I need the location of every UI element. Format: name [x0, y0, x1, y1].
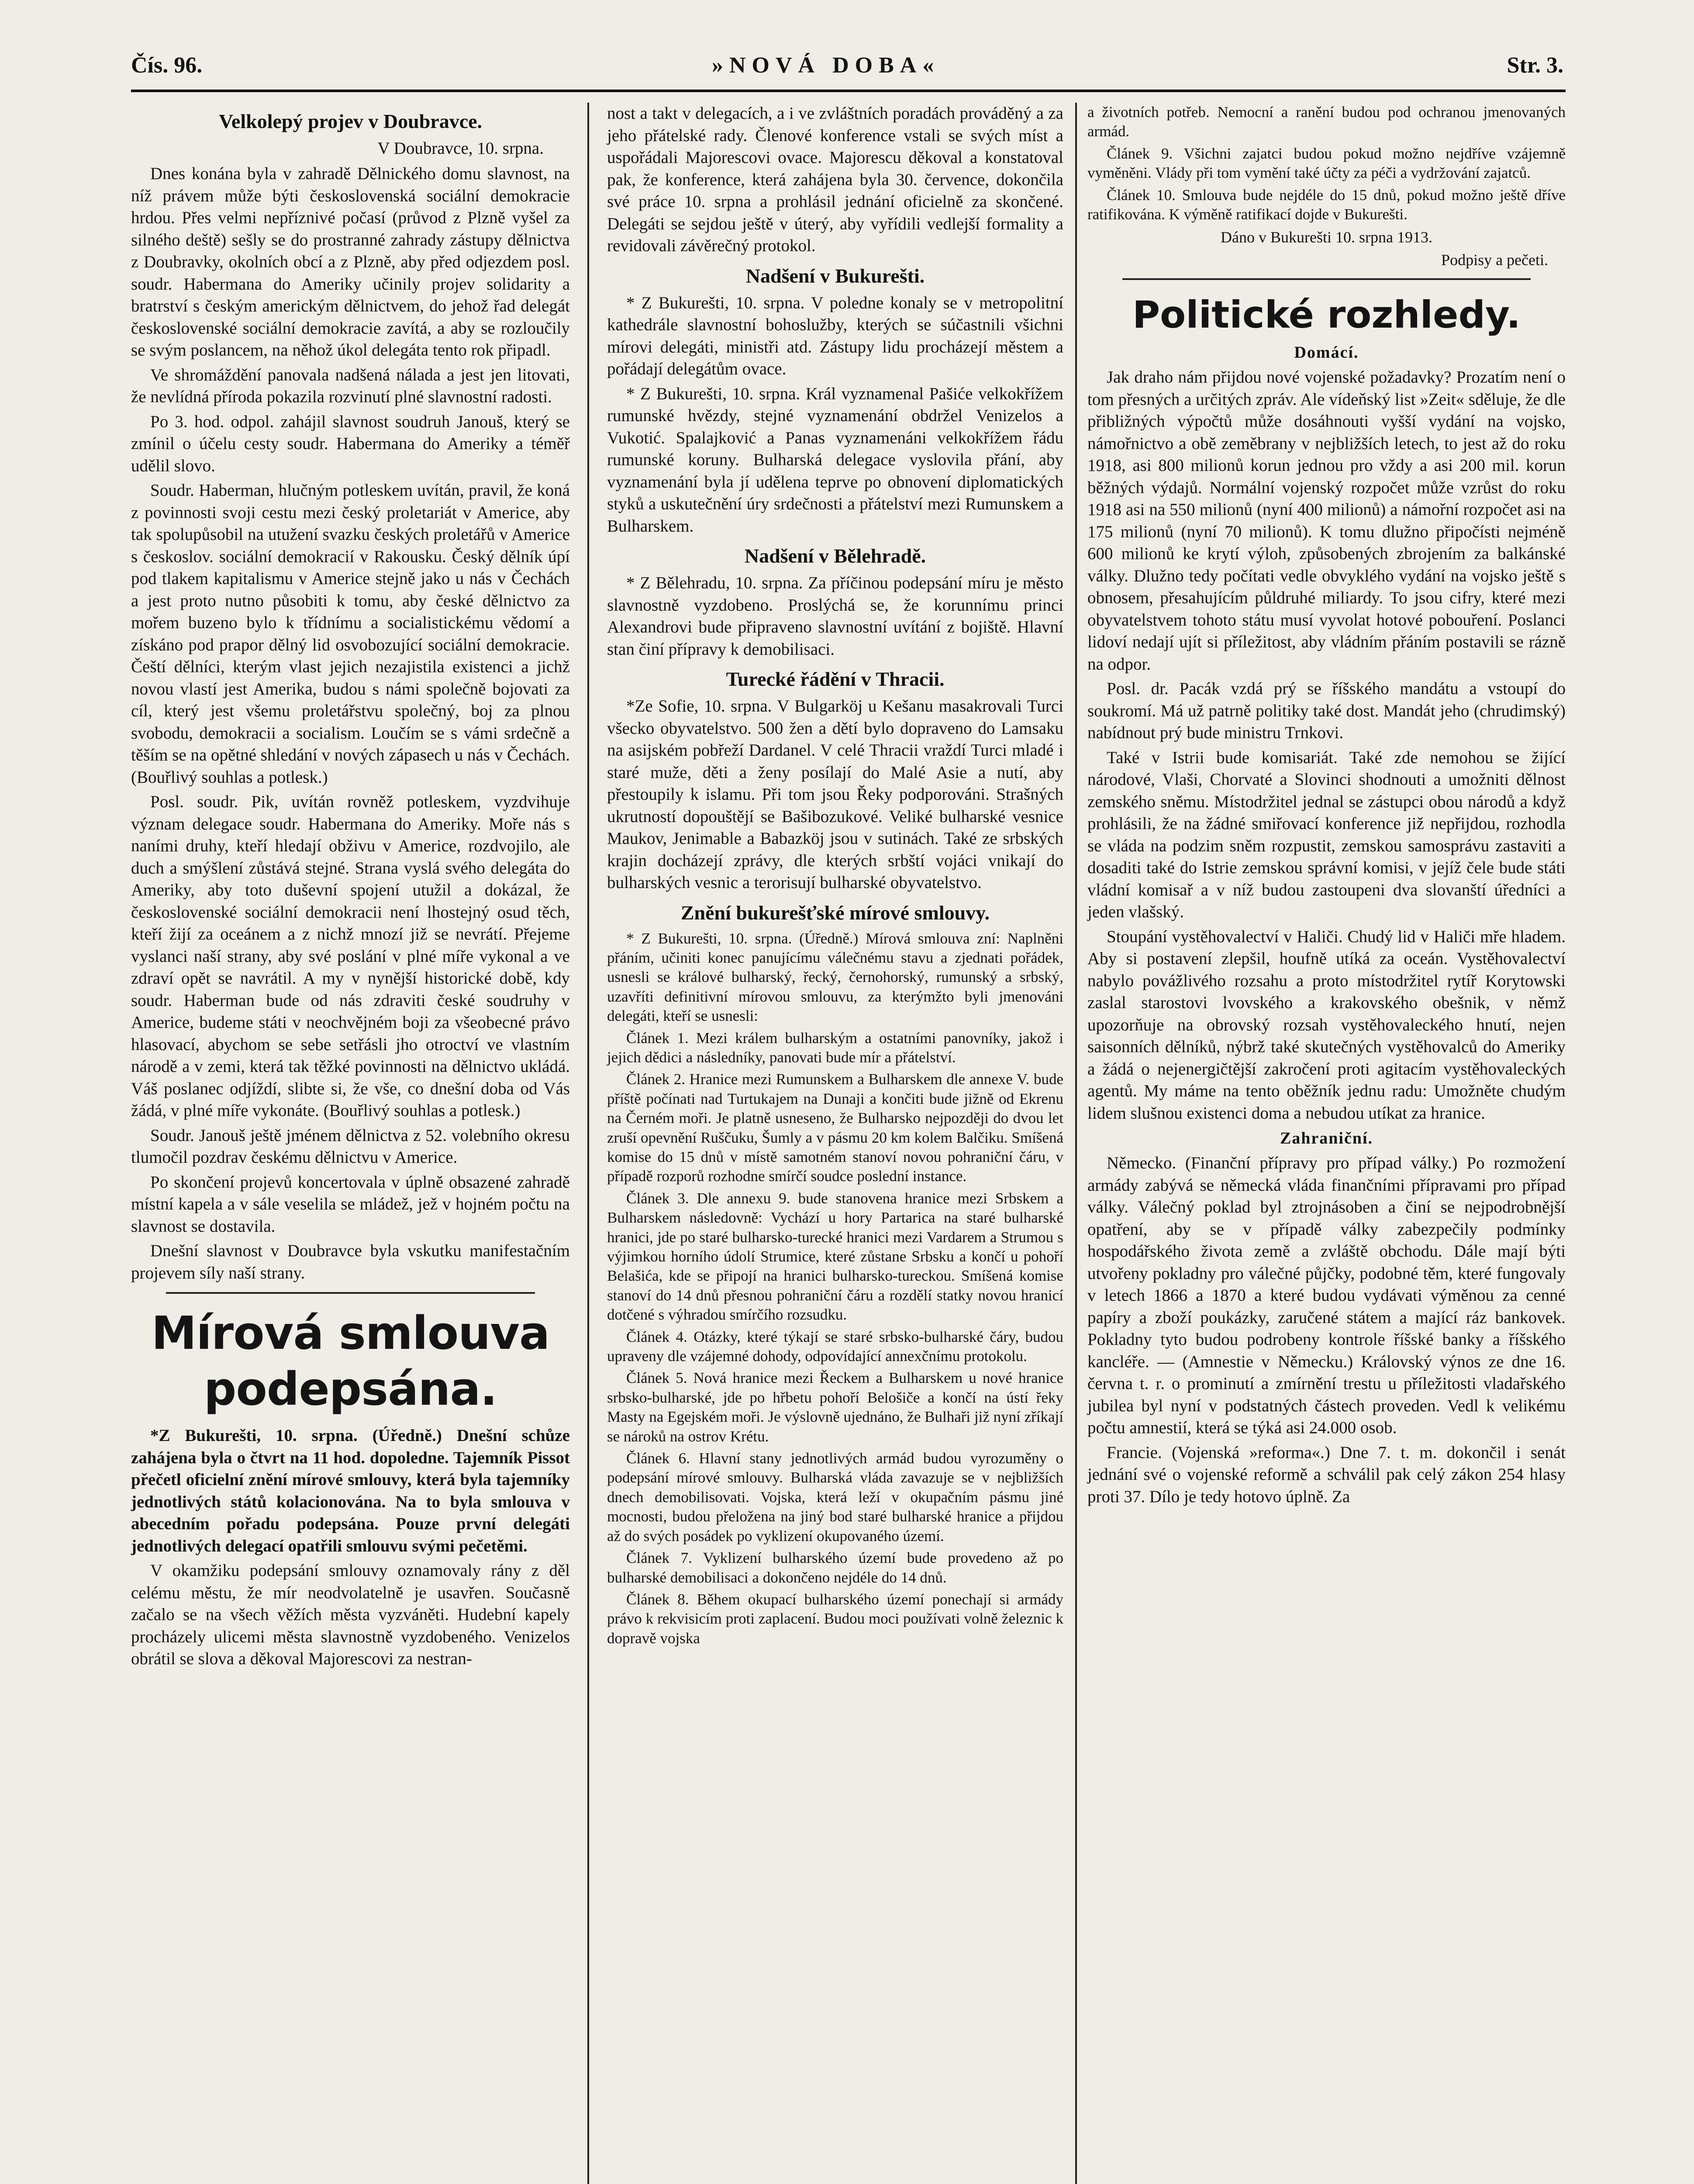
- paragraph-lead: *Z Bukurešti, 10. srpna. (Úředně.) Dnešní schůze zahájena byla o čtvrt na 11 hod. dopoledne. Tajemník Pissot přečetl oficielní znění mírové smlouvy, která byla tajemníky jednotlivých států kolacionována. Na to byla smlouva v abecedním pořadu podepsána. Pouze první delegáti jednotlivých delegací opatřili smlouvu svými pečetěmi.: [131, 1426, 570, 1555]
- treaty-article: Článek 9. Všichni zajatci budou pokud možno nejdříve vzájemně vyměněni. Vlády při tom vymění také účty za péči a vydržování zajatců.: [1087, 145, 1566, 182]
- paragraph: Po skončení projevů koncertovala v úplně obsazené zahradě místní kapela a v sále veselila se mládež, jež v hojném počtu na slavnost se dostavila.: [131, 1172, 570, 1236]
- page-number: Str. 3.: [1507, 53, 1563, 78]
- page-header: [131, 48, 1563, 87]
- paragraph: Po 3. hod. odpol. zahájil slavnost soudruh Janouš, který se zmínil o účelu cesty soudr. Habermana do Ameriky a téměř udělil slovo.: [131, 412, 570, 475]
- treaty-date: Dáno v Bukurešti 10. srpna 1913.: [1221, 228, 1432, 246]
- paragraph: nost a takt v delegacích, a i ve zvláštních poradách prováděný a za jeho přátelské rady. Členové konference vstali se svých míst a uspořádali Majorescovi ovace. Majorescu děkoval a konstatoval pak, že konference, která zahájena byla 30. července, dokončila své práce 10. srpna a prohlásil jednání oficielně za skončené. Delegáti se sejdou ještě v úterý, aby vyřídili vedlejší formality a revidovali závěrečný protokol.: [607, 104, 1063, 255]
- treaty-article: Článek 7. Vyklizení bulharského území bude provedeno až po bulharské demobilisaci a dokončeno nejdéle do 14 dnů.: [607, 1549, 1063, 1586]
- paragraph: Posl. dr. Pacák vzdá prý se říšského mandátu a vstoupí do soukromí. Má už patrně politiky také dost. Mandát jeho (chrudimský) nabídnout prý bude ministru Trnkovi.: [1087, 679, 1566, 743]
- treaty-article: Článek 3. Dle annexu 9. bude stanovena hranice mezi Srbskem a Bulharskem následovně: Vychází u hory Partarica na staré bulharské hranici, jde po staré bulharsko-turecké hranici mezi Vardarem a Strumou s výjimkou horního údolí Strumice, které zůstane Srbsku a končí u pohoří Belašića, kde se připojí na hranici bulharsko-tureckou. Smíšená komise stanoví do 14 dnů přesnou pohraniční čáru a rozdělí statky novou hranicí dotčené s výhradou smírčího rozsudku.: [607, 1189, 1063, 1324]
- column-1: [131, 103, 570, 1673]
- article-title-bucharest: Nadšení v Bukurešti.: [745, 264, 925, 287]
- column-3: [1087, 103, 1566, 1510]
- subsection-foreign: Zahraniční.: [1280, 1129, 1373, 1148]
- paragraph: Stoupání vystěhovalectví v Haliči. Chudý lid v Haliči mře hladem. Aby si postavení zlepšil, houfně utíká za oceán. Vystěhovalectví nabylo povážlivého rozsahu a proto místodržitel rytíř Korytowski zaslal starostovi lvovského a krakovského obešnik, v němž upozorňuje na obrovský rozsah vystěhovaleckého hnutí, nejen saisonních dělníků, nýbrž také skutečných vystěhovalců do Ameriky a žádá o nejenergičtější zakročení proti agitacím vystěhovaleckých agentů. My máme na tento oběžník jednu radu: Umožněte chudým lidem slušnou existenci doma a nebudou utíkat za hranice.: [1087, 927, 1566, 1123]
- paragraph: Posl. soudr. Pik, uvítán rovněž potleskem, vyzdvihuje význam delegace soudr. Habermana do Ameriky. Moře nás s naními druhy, kteří hledají obživu v Americe, rozdvojilo, ale duch a smýšlení zůstává stejné. Strana vyslá svého delegáta do Ameriky, aby toto duševní spojení utužil a dokázal, že československé sociální demokracii není lhostejný osud těch, kteří žijí za oceánem a z nichž mnozí již se nevrátí. Přejeme vyslanci naší strany, aby své poslání v plné míře vykonal a ve zdraví opět se navrátil. A my v nynější historické době, kdy soudr. Haberman bude od nás zdraviti české soudruhy v Americe, budeme státi v neochvějném boji za všeobecné právo hlasovací, abychom se sebe setřásli jho otroctví ve vlastním národě a v zemi, která tak těžké povinnosti na dělnictvo ukládá. Váš poslanec odjíždí, slibte si, že vše, co dnešní doba od Vás žádá, v plné míře vykonáte. (Bouřlivý souhlas a potlesk.): [131, 792, 570, 1120]
- paragraph: *Ze Sofie, 10. srpna. V Bulgarköj u Kešanu masakrovali Turci všecko obyvatelstvo. 500 žen a dětí bylo dopraveno do Lamsaku na asijském pobřeží Dardanel. V celé Thracii vraždí Turci mladé i staré muže, děti a ženy posílají do Malé Asie a nutí, aby přestoupily k islamu. Při tom jsou Řeky podporováni. Strašných ukrutností dopouštějí se Bašibozukové. Veliké bulharské vesnice Maukov, Jenimable a Babazköj jsou v sutinách. Také ze srbských krajin docházejí zprávy, dle kterých srbští vojáci vnikají do bulharských vesnic a terorisují bulharské obyvatelstvo.: [607, 697, 1063, 892]
- column-2: [607, 103, 1063, 1651]
- dateline: V Doubravce, 10. srpna.: [377, 139, 544, 158]
- treaty-article: a životních potřeb. Nemocní a ranění budou pod ochranou jmenovaných armád.: [1087, 104, 1566, 140]
- paragraph: Ve shromáždění panovala nadšená nálada a jest jen litovati, že nevlídná příroda pokazila rozvinutí plné slavnostní radosti.: [131, 365, 570, 406]
- headline-line-1: Mírová smlouva: [151, 1306, 550, 1360]
- header-rule: [131, 90, 1566, 92]
- paragraph: * Z Bukurešti, 10. srpna. Král vyznamenal Pašiće velkokřížem rumunské hvězdy, stejné vyznamenání obdržel Venizelos a Vukotić. Spalajković a Panas vyznamenáni velkokřížem řádu rumunské koruny. Bulharská delegace vyslovila přání, aby vyznamenání byla jí udělena teprve po obnovení diplomatických styků a uskutečnění úry srdečnosti a přátelství mezi Rumunskem a Bulharskem.: [607, 384, 1063, 536]
- paragraph: * Z Bukurešti, 10. srpna. (Úředně.) Mírová smlouva zní: Naplněni přáním, učiniti konec panujícímu válečnému stavu a zjednati pořádek, usnesli se králové bulharský, řecký, černohorský, rumunský a srbský, uzavříti definitivní mírovou smlouvu, za kterýmžto byli jmenováni delegáti, kteří se usnesli:: [607, 930, 1063, 1025]
- paragraph: V okamžiku podepsání smlouvy oznamovaly rány z děl celému městu, že mír neodvolatelně je usavřen. Současně začalo se na všech věžích města vyzváněti. Hudební kapely procházely ulicemi města slavnostně vyzdobeného. Venizelos obrátil se slova a děkoval Majorescovi za nestran-: [131, 1561, 570, 1668]
- treaty-article: Článek 4. Otázky, které týkají se staré srbsko-bulharské čáry, budou upraveny dle vzájemné dohody, odpovídající annexčnímu protokolu.: [607, 1328, 1063, 1365]
- headline-peace-treaty: [131, 1305, 570, 1417]
- divider: [1122, 278, 1531, 280]
- paragraph: Soudr. Janouš ještě jménem dělnictva z 52. volebního okresu tlumočil pozdrav českému dělnictvu v Americe.: [131, 1126, 570, 1167]
- issue-number: Čís. 96.: [131, 53, 203, 78]
- treaty-article: Článek 10. Smlouva bude nejdéle do 15 dnů, pokud možno ještě dříve ratifikována. K výměně ratifikací dojde v Bukurešti.: [1087, 186, 1566, 223]
- column-rule-1: [587, 103, 589, 2184]
- treaty-article: Článek 8. Během okupací bulharského území ponechají si armády právo k rekvisicím proti zaplacení. Budou moci používati volně železnic k dopravě vojska: [607, 1590, 1063, 1647]
- treaty-article: Článek 6. Hlavní stany jednotlivých armád budou vyrozuměny o podepsání mírové smlouvy. Bulharská vláda zavazuje se v nejbližších dnech demobilisovati. Vojska, která leží v okupačním pásmu jiné mocnosti, budou přeložena na jiný bod staré bulharské hranice a přijdou až do svých posádek po vyklizení okupovaného území.: [607, 1450, 1063, 1545]
- treaty-article: Článek 2. Hranice mezi Rumunskem a Bulharskem dle annexe V. bude příště počínati nad Turtukajem na Dunaji a končiti bude jižně od Ekrenu na Černém moři. Je platně usneseno, že Bulharsko nejpozději do dvou let zruší opevnění Ruščuku, Šumly a v pásmu 20 km kolem Balčiku. Smíšená komise do 15 dnů v místě samotném stanoví novou pohraniční čáru, v případě rozporů rozhodne smírčí soudce poslední instance.: [607, 1071, 1063, 1185]
- headline-line-2: podepsána.: [204, 1362, 497, 1416]
- treaty-article: Článek 5. Nová hranice mezi Řeckem a Bulharskem u nové hranice srbsko-bulharské, jde po hřbetu pohoří Belošiče a končí na ústí řeky Masty na Egejském moři. Je výslovně ujednáno, že Bulhaři již nyní zříkají se nároků na ostrov Krétu.: [607, 1369, 1063, 1445]
- paragraph: Také v Istrii bude komisariát. Také zde nemohou se žijící národové, Vlaši, Chorvaté a Slovinci shodnouti a umožniti dělnost zemského sněmu. Místodržitel jednal se zástupci obou národů a když prohlásili, že na žádné smiřovací konference již nepřijdou, rozhodla se vláda na podzim sněm rozpustit, zemskou samosprávu zastaviti a dosaditi také do Istrie zemskou správní komisi, v jejíž čele bude státi vládní komisař a v níž budou zastoupeni dva slovanští úředníci a jeden vlašský.: [1087, 748, 1566, 922]
- section-title-politics: Politické rozhledy.: [1132, 293, 1521, 337]
- paragraph: Francie. (Vojenská »reforma«.) Dne 7. t. m. dokončil i senát jednání své o vojenské reformě a schválil pak celý zákon 254 hlasy proti 37. Dílo je tedy hotovo úplně. Za: [1087, 1443, 1566, 1506]
- paragraph: * Z Bělehradu, 10. srpna. Za příčinou podepsání míru je město slavnostně vyzdobeno. Proslýchá se, že korunnímu princi Alexandrovi bude připraveno slavnostní uvítání z bojiště. Hlavní stan činí přípravy k demobilisaci.: [607, 574, 1063, 659]
- divider: [166, 1292, 535, 1294]
- paragraph: * Z Bukurešti, 10. srpna. V poledne konaly se v metropolitní kathedrále slavnostní bohoslužby, kterých se súčastnili všichni mírovi delegáti, ministři atd. Zástupy lidu procházejí městem a pořádají delegátům ovace.: [607, 293, 1063, 378]
- article-title-treaty-text: Znění bukurešťské mírové smlouvy.: [680, 901, 990, 924]
- paragraph: Jak draho nám přijdou nové vojenské požadavky? Prozatím není o tom přesných a určitých zpráv. Ale vídeňský list »Zeit« sděluje, že dle přibližných výpočtů může dosáhnouti vyšší vydání na vojsko, námořnictvo a obě zeměbrany v nejbližších letech, to jest až do roku 1918, asi 800 milionů korun jednou pro vždy a asi 200 mil. korun běžných výdajů. Normální vojenský rozpočet může vzrůst do roku 1918 asi na 550 milionů (nyní 400 milionů) a námořní rozpočet asi na 175 milionů (nyní 70 milionů). K tomu dlužno připočísti nejméně 600 milionů ke krytí výloh, způsobených zbrojením za balkánské války. Dlužno tedy počítati vedle obvyklého vydání na vojsko ještě s obnosem, přesahujícím půldruhé miliardy. To jsou cifry, které mezi obyvatelstvem tohoto státu musí vyvolat hotové pobouření. Poslanci lidoví nedají ujít si příležitost, aby vládním přáním postavili se rázně na odpor.: [1087, 368, 1566, 674]
- treaty-signatures: Podpisy a pečeti.: [1441, 251, 1548, 269]
- treaty-article: Článek 1. Mezi králem bulharským a ostatními panovníky, jakož i jejich dědici a následníky, panovati bude mír a přátelství.: [607, 1029, 1063, 1066]
- paragraph: Soudr. Haberman, hlučným potleskem uvítán, pravil, že koná z povinnosti svoji cestu mezi český proletariát v Americe, aby tak spolupůsobil na utužení svazku českých proletářů v Americe s českoslov. sociální demokracií v Rakousku. Český dělník úpí pod tlakem kapitalismu v Americe stejně jako u nás v Čechách a jest proto nutno působiti k tomu, aby české dělnictvo za mořem buzeno bylo k třídnímu a socialistickému vědomí a získáno pod prapor dělný lid osvobozující sociální demokracie. Čeští dělníci, kterým vlast jejich nezajistila existenci a jichž novou vlastí jest Amerika, budou s námi společně bojovati za cíl, který jest všemu proletářstvu společný, boj za plnou svobodu, demokracii a socialism. Loučím se s vámi srdečně a těším se na opětné shledání v nových zápasech u nás v Čechách. (Bouřlivý souhlas a potlesk.): [131, 481, 570, 787]
- paragraph: Německo. (Finanční přípravy pro případ války.) Po rozmožení armády zabývá se německá vláda finančními přípravami pro případ války. Válečný poklad byl ztrojnásoben a činí se nejpodrobnější opatření, aby se v případě války zabezpečily podmínky hospodářského života země a zvláště obchodu. Dále mají býti utvořeny pokladny pro válečné půjčky, podobné těm, které fungovaly v letech 1866 a 1870 a které budou vydávati výměnou za cenné papíry a zboží poukázky, zaručené státem a mající ráz bankovek. Pokladny tyto budou podrobeny kontrole říšské banky a říšského kancléře. — (Amnestie v Německu.) Královský výnos ze dne 16. června t. r. o prominutí a zmírnění trestu u příležitosti vladařského jubilea byl nyní v podstatných částech proveden. Vedl k velikému počtu amnestií, která se týká asi 24.000 osob.: [1087, 1154, 1566, 1438]
- article-title-doubravka: Velkolepý projev v Doubravce.: [218, 110, 483, 132]
- column-rule-2: [1075, 103, 1077, 2184]
- paragraph: Dnes konána byla v zahradě Dělnického domu slavnost, na níž právem může býti československá sociální demokracie hrdou. Přes velmi nepříznivé počasí (průvod z Plzně vyšel za silného deště) sešly se do prostranné zahrady zástupy dělnictva z Doubravky, okolních obcí a z Plzně, aby před odjezdem posl. soudr. Habermana do Ameriky učinily projev solidarity a bratrství s českým americkým dělnictvem, do jehož řad delegát československé sociální demokracie zavítá, a aby se rozloučily se svým poslancem, na něhož úkol delegáta tento rok připadl.: [131, 164, 570, 359]
- masthead-title: »NOVÁ DOBA«: [712, 53, 940, 78]
- article-title-belgrade: Nadšení v Bělehradě.: [744, 545, 926, 567]
- subsection-domestic: Domácí.: [1294, 343, 1359, 362]
- article-title-thrace: Turecké řádění v Thracii.: [726, 668, 945, 690]
- paragraph: Dnešní slavnost v Doubravce byla vskutku manifestačním projevem síly naší strany.: [131, 1241, 570, 1282]
